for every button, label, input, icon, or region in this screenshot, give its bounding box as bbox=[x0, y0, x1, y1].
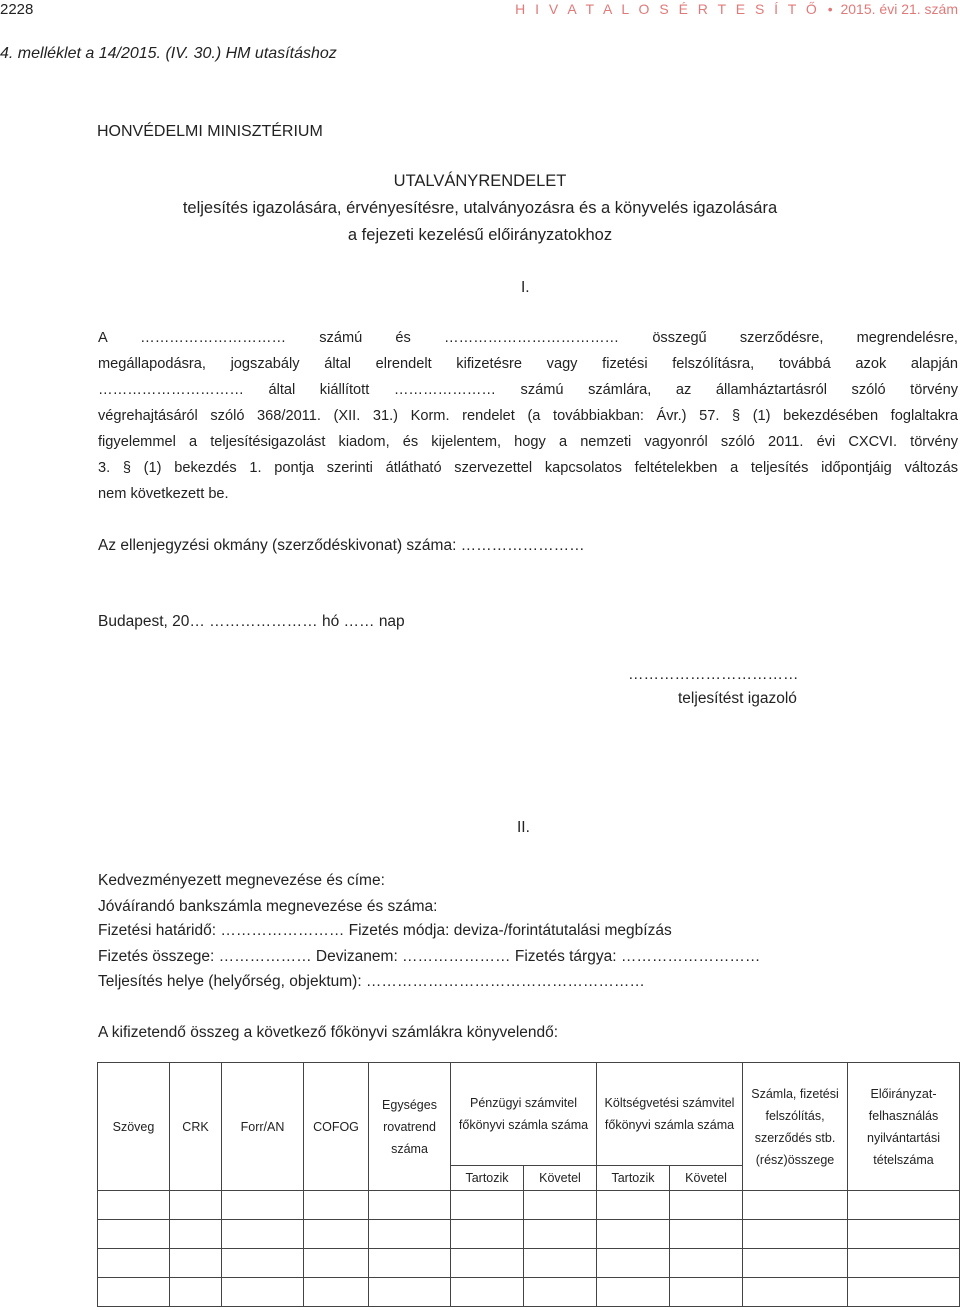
table-cell bbox=[451, 1249, 524, 1278]
place-of-performance-field: Teljesítés helye (helyőrség, objektum): ……………………………………………… bbox=[98, 973, 645, 990]
table-row bbox=[98, 1220, 960, 1249]
table-cell bbox=[451, 1191, 524, 1220]
table-cell bbox=[170, 1220, 222, 1249]
table-cell bbox=[670, 1278, 743, 1307]
table-cell bbox=[597, 1191, 670, 1220]
ledger-header-row bbox=[98, 1063, 960, 1166]
table-cell bbox=[848, 1220, 960, 1249]
signature-label: teljesítést igazoló bbox=[678, 690, 797, 707]
bank-account-field: Jóváírandó bankszámla megnevezése és száma: bbox=[98, 898, 438, 915]
paragraph-line: ………………………… által kiállított ………………… számú számlára, az államháztartásról szóló törvény bbox=[98, 382, 958, 398]
table-cell bbox=[304, 1278, 369, 1307]
table-cell bbox=[369, 1220, 451, 1249]
col-appropriation-number: Előirányzat-felhasználás nyilvántartási tételszáma bbox=[848, 1063, 960, 1191]
col-forr-an: Forr/AN bbox=[222, 1063, 304, 1191]
doc-subtitle-2: a fejezeti kezelésű előirányzatokhoz bbox=[347, 226, 613, 244]
col-budget-debit: Tartozik bbox=[597, 1166, 670, 1191]
table-cell bbox=[597, 1278, 670, 1307]
table-cell bbox=[743, 1278, 848, 1307]
page-number: 2228 bbox=[0, 1, 34, 18]
paragraph-line: 3. § (1) bekezdés 1. pontja szerinti átlátható szervezettel kapcsolatos feltételekben a teljesítés időpontjáig változás bbox=[98, 460, 958, 476]
table-cell bbox=[369, 1249, 451, 1278]
table-cell bbox=[670, 1249, 743, 1278]
publication-name: H I V A T A L O S É R T E S Í T Ő bbox=[515, 1, 820, 17]
table-cell bbox=[524, 1249, 597, 1278]
table-cell bbox=[848, 1278, 960, 1307]
table-cell bbox=[848, 1191, 960, 1220]
table-cell bbox=[524, 1191, 597, 1220]
table-cell bbox=[743, 1249, 848, 1278]
paragraph-line: nem következett be. bbox=[98, 486, 229, 502]
section-two-numeral: II. bbox=[517, 819, 530, 836]
table-cell bbox=[524, 1278, 597, 1307]
col-financial-ledger: Pénzügyi számvitel főkönyvi számla száma bbox=[451, 1063, 597, 1166]
table-cell bbox=[597, 1220, 670, 1249]
col-budget-credit: Követel bbox=[670, 1166, 743, 1191]
table-cell bbox=[597, 1249, 670, 1278]
table-cell bbox=[170, 1278, 222, 1307]
table-row bbox=[98, 1278, 960, 1307]
annex-title: 4. melléklet a 14/2015. (IV. 30.) HM utasításhoz bbox=[0, 45, 337, 62]
table-row bbox=[98, 1191, 960, 1220]
signature-line: …………………………… bbox=[628, 666, 799, 683]
table-cell bbox=[170, 1249, 222, 1278]
paragraph-line: figyelemmel a teljesítésigazolást kiadom, és kijelentem, hogy a nemzeti vagyonról szóló 2011. évi CXCVI. törvény bbox=[98, 434, 958, 450]
table-cell bbox=[451, 1278, 524, 1307]
table-cell bbox=[98, 1249, 170, 1278]
col-financial-debit: Tartozik bbox=[451, 1166, 524, 1191]
table-cell bbox=[670, 1191, 743, 1220]
table-cell bbox=[222, 1278, 304, 1307]
table-cell bbox=[524, 1220, 597, 1249]
table-cell bbox=[743, 1220, 848, 1249]
table-cell bbox=[848, 1249, 960, 1278]
table-cell bbox=[743, 1191, 848, 1220]
table-cell bbox=[222, 1191, 304, 1220]
doc-title: UTALVÁNYRENDELET bbox=[393, 172, 567, 190]
table-cell bbox=[98, 1278, 170, 1307]
payment-deadline-field: Fizetési határidő: …………………… Fizetés módja: deviza-/forintátutalási megbízás bbox=[98, 922, 672, 939]
col-invoice-amount: Számla, fizetési felszólítás, szerződés stb. (rész)összege bbox=[743, 1063, 848, 1191]
doc-subtitle-1: teljesítés igazolására, érvényesítésre, utalványozásra és a könyvelés igazolására bbox=[182, 199, 778, 217]
header-bullet: • bbox=[827, 1, 833, 17]
paragraph-line: A ………………………… számú és ……………………………… összegű szerződésre, megrendelésre, bbox=[98, 330, 958, 346]
table-cell bbox=[170, 1191, 222, 1220]
table-cell bbox=[304, 1220, 369, 1249]
ministry-name: HONVÉDELMI MINISZTÉRIUM bbox=[97, 123, 323, 140]
place-and-date: Budapest, 20… ………………… hó …… nap bbox=[98, 613, 405, 630]
ledger-table bbox=[97, 1062, 960, 1307]
col-text: Szöveg bbox=[98, 1063, 170, 1191]
section-one-numeral: I. bbox=[521, 279, 530, 296]
table-cell bbox=[451, 1220, 524, 1249]
col-rovatrend: Egységes rovatrend száma bbox=[369, 1063, 451, 1191]
ledger-intro: A kifizetendő összeg a következő főkönyvi számlákra könyvelendő: bbox=[98, 1024, 559, 1041]
table-cell bbox=[222, 1249, 304, 1278]
certification-paragraph bbox=[98, 325, 958, 507]
paragraph-line: végrehajtásáról szóló 368/2011. (XII. 31.) Korm. rendelet (a továbbiakban: Ávr.) 57. § (1) bekezdésében foglaltakra bbox=[98, 408, 958, 424]
table-cell bbox=[98, 1220, 170, 1249]
countersign-number: Az ellenjegyzési okmány (szerződéskivonat) száma: …………………… bbox=[98, 537, 585, 554]
col-crk: CRK bbox=[170, 1063, 222, 1191]
issue-number: 2015. évi 21. szám bbox=[840, 1, 958, 17]
table-cell bbox=[222, 1220, 304, 1249]
col-financial-credit: Követel bbox=[524, 1166, 597, 1191]
publication-header bbox=[515, 1, 958, 17]
col-budget-ledger: Költségvetési számvitel főkönyvi számla száma bbox=[597, 1063, 743, 1166]
payment-amount-field: Fizetés összege: ……………… Devizanem: ………………… Fizetés tárgya: ……………………… bbox=[98, 948, 761, 965]
table-cell bbox=[304, 1249, 369, 1278]
table-cell bbox=[670, 1220, 743, 1249]
table-cell bbox=[304, 1191, 369, 1220]
beneficiary-field: Kedvezményezett megnevezése és címe: bbox=[98, 872, 385, 889]
col-cofog: COFOG bbox=[304, 1063, 369, 1191]
table-cell bbox=[369, 1191, 451, 1220]
table-cell bbox=[98, 1191, 170, 1220]
table-row bbox=[98, 1249, 960, 1278]
table-cell bbox=[369, 1278, 451, 1307]
paragraph-line: megállapodásra, jogszabály által elrendelt kifizetésre vagy fizetési felszólításra, továbbá azok alapján bbox=[98, 356, 958, 372]
